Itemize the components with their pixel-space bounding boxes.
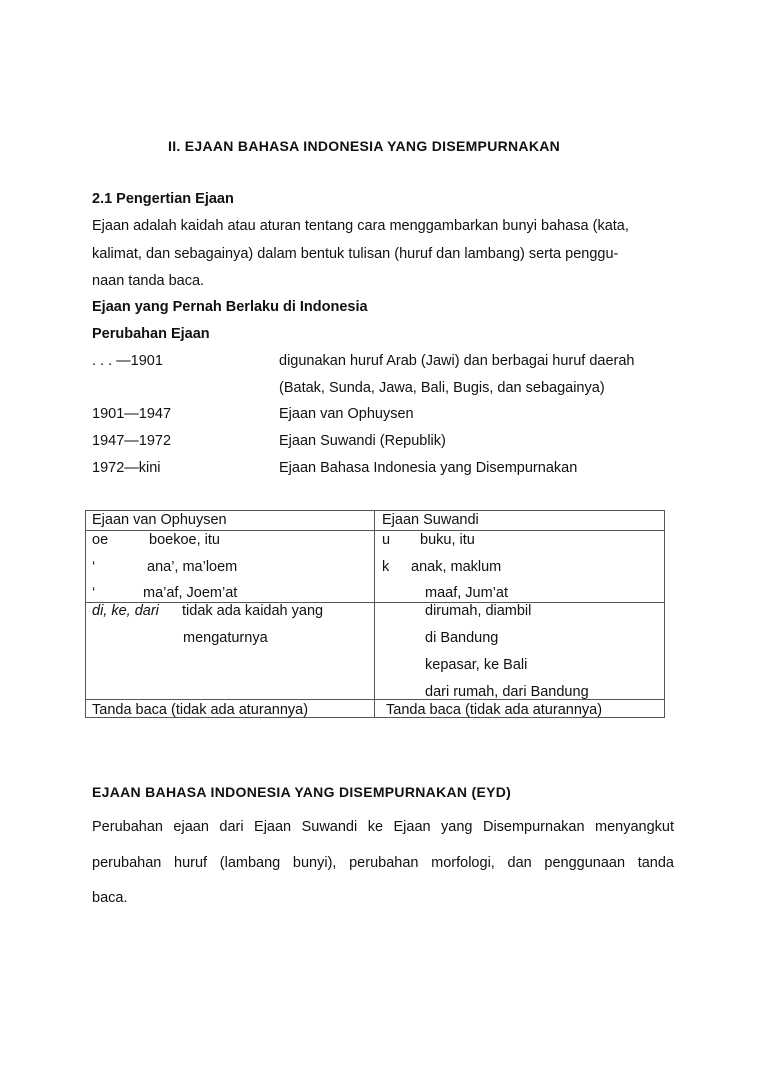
table-cell-prefix-note: mengaturnya [183,630,268,646]
eyd-heading: EJAAN BAHASA INDONESIA YANG DISEMPURNAKAN (EYD) [92,784,512,800]
timeline-period: 1901—1947 [92,406,172,422]
table-cell-example: buku, itu [420,532,475,548]
table-row-divider [86,530,664,531]
table-header-right: Ejaan Suwandi [382,512,479,528]
table-column-divider [374,511,375,717]
table-cell-symbol: k [382,559,390,575]
table-footer-right: Tanda baca (tidak ada aturannya) [386,702,603,718]
subheading-perubahan-ejaan: Perubahan Ejaan [92,326,210,342]
table-header-left: Ejaan van Ophuysen [92,512,227,528]
table-cell-symbol: ‘ [92,585,96,601]
table-cell-symbol: oe [92,532,109,548]
table-cell-symbol: ‘ [92,559,96,575]
definition-line-1: Ejaan adalah kaidah atau aturan tentang cara menggambarkan bunyi bahasa (kata, [92,218,629,234]
timeline-desc: Ejaan Suwandi (Republik) [279,433,446,449]
timeline-period: . . . —1901 [92,353,163,369]
eyd-paragraph-line-2: perubahan huruf (lambang bunyi), perubahan morfologi, dan penggunaan tanda [92,855,674,871]
table-cell-example: ana’, ma’loem [147,559,238,575]
timeline-period: 1947—1972 [92,433,172,449]
timeline-period: 1972—kini [92,460,161,476]
table-row-divider [86,602,664,603]
timeline-desc: Ejaan Bahasa Indonesia yang Disempurnakan [279,460,578,476]
comparison-table [85,510,665,718]
definition-line-2: kalimat, dan sebagainya) dalam bentuk tulisan (huruf dan lambang) serta penggu- [92,246,619,262]
chapter-title: II. EJAAN BAHASA INDONESIA YANG DISEMPURNAKAN [168,138,561,154]
table-cell-prefix-example: dirumah, diambil [425,603,532,619]
table-cell-example: ma’af, Joem’at [143,585,238,601]
definition-line-3: naan tanda baca. [92,273,205,289]
table-cell-example: boekoe, itu [149,532,220,548]
eyd-paragraph-line-1: Perubahan ejaan dari Ejaan Suwandi ke Ejaan yang Disempurnakan menyangkut [92,819,674,835]
table-footer-left: Tanda baca (tidak ada aturannya) [92,702,309,718]
table-cell-prefix-example: dari rumah, dari Bandung [425,684,589,700]
table-cell-prefix-label: di, ke, dari [92,603,159,619]
table-cell-prefix-note: tidak ada kaidah yang [182,603,324,619]
timeline-desc: digunakan huruf Arab (Jawi) dan berbagai huruf daerah [279,353,635,369]
table-cell-example: maaf, Jum’at [425,585,508,601]
table-cell-example: anak, maklum [411,559,502,575]
table-cell-prefix-example: di Bandung [425,630,499,646]
timeline-desc-continued: (Batak, Sunda, Jawa, Bali, Bugis, dan sebagainya) [279,380,605,396]
subheading-ejaan-berlaku: Ejaan yang Pernah Berlaku di Indonesia [92,299,368,315]
section-heading-pengertian: 2.1 Pengertian Ejaan [92,191,234,207]
table-cell-symbol: u [382,532,391,548]
table-cell-prefix-example: kepasar, ke Bali [425,657,528,673]
timeline-desc: Ejaan van Ophuysen [279,406,414,422]
eyd-paragraph-line-3: baca. [92,890,128,906]
